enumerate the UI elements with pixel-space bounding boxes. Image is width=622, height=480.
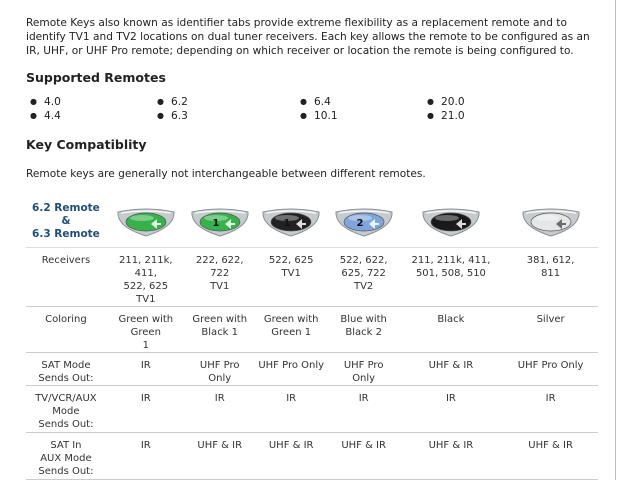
cell-text-line: UHF Pro Only (199, 359, 240, 384)
cell-text-line: Only (352, 372, 376, 384)
row-label (26, 247, 106, 306)
intro-paragraph: Remote Keys also known as identifier tabs provide extreme flexibility as a replacement remote and to identify TV1 and TV2 locations on dual tuner receivers. Each key allows the remote to be configured as an IR, UHF, or UHF Pro remote; depending on which receiver or location the remote is being configured to. (26, 17, 590, 57)
cell-text-line: 522, 625 (268, 254, 314, 266)
blue-key-2-icon (333, 205, 395, 239)
table-cell (254, 247, 329, 306)
row-label (26, 432, 106, 479)
green-key-1-icon (189, 205, 251, 239)
table-cell (106, 432, 186, 479)
cell-text-line: 722 (210, 267, 230, 279)
cell-text-line: UHF Pro (343, 359, 384, 371)
table-cell (186, 385, 254, 432)
row-label-line: SAT Mode (41, 359, 91, 371)
tv-vcr-aux-mode-row (26, 385, 598, 432)
row-label-line: Mode (52, 405, 80, 417)
table-cell (399, 352, 504, 385)
cell-text-line: 381, 612, (526, 254, 575, 266)
cell-text-line: UHF Pro Only (517, 359, 584, 371)
table-cell (399, 385, 504, 432)
cell-text-line: Blue with (340, 313, 387, 325)
cell-text-line: Silver (536, 313, 565, 325)
cell-text-line: UHF & IR (268, 439, 314, 451)
remote-item: ● 6.2 (157, 96, 188, 108)
table-cell (106, 352, 186, 385)
table-cell (503, 385, 598, 432)
key-cell (329, 197, 399, 247)
table-cell (254, 352, 329, 385)
cell-text-line: UHF Pro Only (258, 359, 325, 371)
coloring-row (26, 306, 598, 352)
row-label-line: AUX Mode (40, 452, 92, 464)
table-cell (503, 352, 598, 385)
cell-text-line: IR (445, 392, 456, 404)
bullet-icon: ● (427, 111, 434, 120)
table-cell (106, 306, 186, 352)
cell-text-line: Green with (192, 313, 248, 325)
cell-text-line: UHF & IR (528, 439, 573, 451)
key-cell (186, 197, 254, 247)
table-cell (329, 247, 399, 306)
compatibility-note: Remote keys are generally not interchangeable between different remotes. (26, 168, 426, 180)
cell-text-line: IR (140, 439, 151, 451)
cell-text-line: 501, 508, 510 (415, 267, 486, 279)
table-cell (329, 432, 399, 479)
cell-text-line: Green with Green (118, 313, 174, 338)
cell-text-line: IR (286, 392, 297, 404)
row-label-line: Sends Out: (38, 372, 94, 384)
cell-text-line: TV1 (281, 267, 301, 279)
cell-text-line: IR (545, 392, 556, 404)
table-cell (106, 385, 186, 432)
remote-item: ● 10.1 (300, 110, 338, 122)
remote-item: ● 20.0 (427, 96, 465, 108)
bullet-icon: ● (30, 111, 37, 120)
page-border (615, 0, 616, 480)
remote-item: ● 6.4 (300, 96, 331, 108)
remote-item: ● 6.3 (157, 110, 188, 122)
table-cell (254, 385, 329, 432)
cell-text-line: Green 1 (271, 326, 312, 338)
key-image-row (26, 197, 598, 247)
key-cell (399, 197, 504, 247)
cell-text-line: Green with (263, 313, 319, 325)
black-key-1-icon (260, 205, 322, 239)
cell-text-line: UHF & IR (341, 439, 386, 451)
green-key-icon (115, 205, 177, 239)
cell-text-line: 211, 211k, 411, (411, 254, 491, 266)
row-label-line: Sends Out: (38, 418, 94, 430)
black-key-icon (420, 205, 482, 239)
row-label-line: TV/VCR/AUX (35, 392, 97, 404)
bullet-icon: ● (30, 97, 37, 106)
table-cell (186, 306, 254, 352)
sat-in-aux-mode-row (26, 432, 598, 479)
bullet-icon: ● (427, 97, 434, 106)
table-cell (254, 306, 329, 352)
key-cell (106, 197, 186, 247)
table-cell (106, 247, 186, 306)
table-cell (329, 385, 399, 432)
cell-text-line: TV1 (210, 280, 230, 292)
table-cell (186, 432, 254, 479)
table-cell (503, 432, 598, 479)
key-number-label: 1 (212, 217, 220, 229)
cell-text-line: Black 2 (345, 326, 382, 338)
cell-text-line: Black 1 (201, 326, 239, 338)
cell-text-line: UHF & IR (428, 359, 474, 371)
cell-text-line: 811 (541, 267, 561, 279)
table-cell (503, 306, 598, 352)
row-label-line: Coloring (45, 313, 87, 325)
cell-text-line: IR (358, 392, 369, 404)
table-cell (254, 432, 329, 479)
cell-text-line: 522, 625 (123, 280, 169, 292)
cell-text-line: IR (140, 359, 151, 371)
table-cell (503, 247, 598, 306)
table-cell (186, 247, 254, 306)
bullet-icon: ● (300, 97, 307, 106)
remote-model-label: 6.2 Remote & 6.3 Remote (26, 197, 106, 247)
table-cell (329, 306, 399, 352)
cell-text-line: TV1 (136, 293, 156, 305)
cell-text-line: UHF & IR (197, 439, 243, 451)
cell-text-line: Black (437, 313, 465, 325)
receivers-row (26, 247, 598, 306)
table-cell (329, 352, 399, 385)
table-cell (399, 247, 504, 306)
bullet-icon: ● (300, 111, 307, 120)
cell-text-line: 211, 211k, 411, (119, 254, 173, 279)
key-number-label: 2 (356, 217, 364, 229)
row-label (26, 352, 106, 385)
sat-mode-row (26, 352, 598, 385)
row-label-line: Receivers (41, 254, 91, 266)
cell-text-line: TV2 (353, 280, 374, 292)
table-cell (399, 432, 504, 479)
cell-text-line: 222, 622, (195, 254, 244, 266)
key-number-label: 1 (283, 217, 291, 229)
cell-text-line: IR (140, 392, 151, 404)
key-compatibility-table (26, 197, 598, 480)
key-cell (254, 197, 329, 247)
row-label (26, 385, 106, 432)
cell-text-line: IR (214, 392, 225, 404)
row-label-line: Sends Out: (38, 465, 94, 477)
bullet-icon: ● (157, 97, 164, 106)
supported-remotes-heading: Supported Remotes (26, 70, 166, 85)
row-label (26, 306, 106, 352)
remote-item: ● 4.4 (30, 110, 61, 122)
remote-item: ● 21.0 (427, 110, 465, 122)
key-compatibility-heading: Key Compatiblity (26, 137, 147, 152)
silver-key-icon (520, 205, 582, 239)
cell-text-line: 522, 622, (339, 254, 388, 266)
row-label-line: SAT In (50, 439, 82, 451)
cell-text-line: 1 (142, 339, 149, 351)
cell-text-line: UHF & IR (428, 439, 474, 451)
cell-text-line: 625, 722 (341, 267, 386, 279)
key-cell (503, 197, 598, 247)
remote-item: ● 4.0 (30, 96, 61, 108)
table-cell (399, 306, 504, 352)
bullet-icon: ● (157, 111, 164, 120)
table-cell (186, 352, 254, 385)
